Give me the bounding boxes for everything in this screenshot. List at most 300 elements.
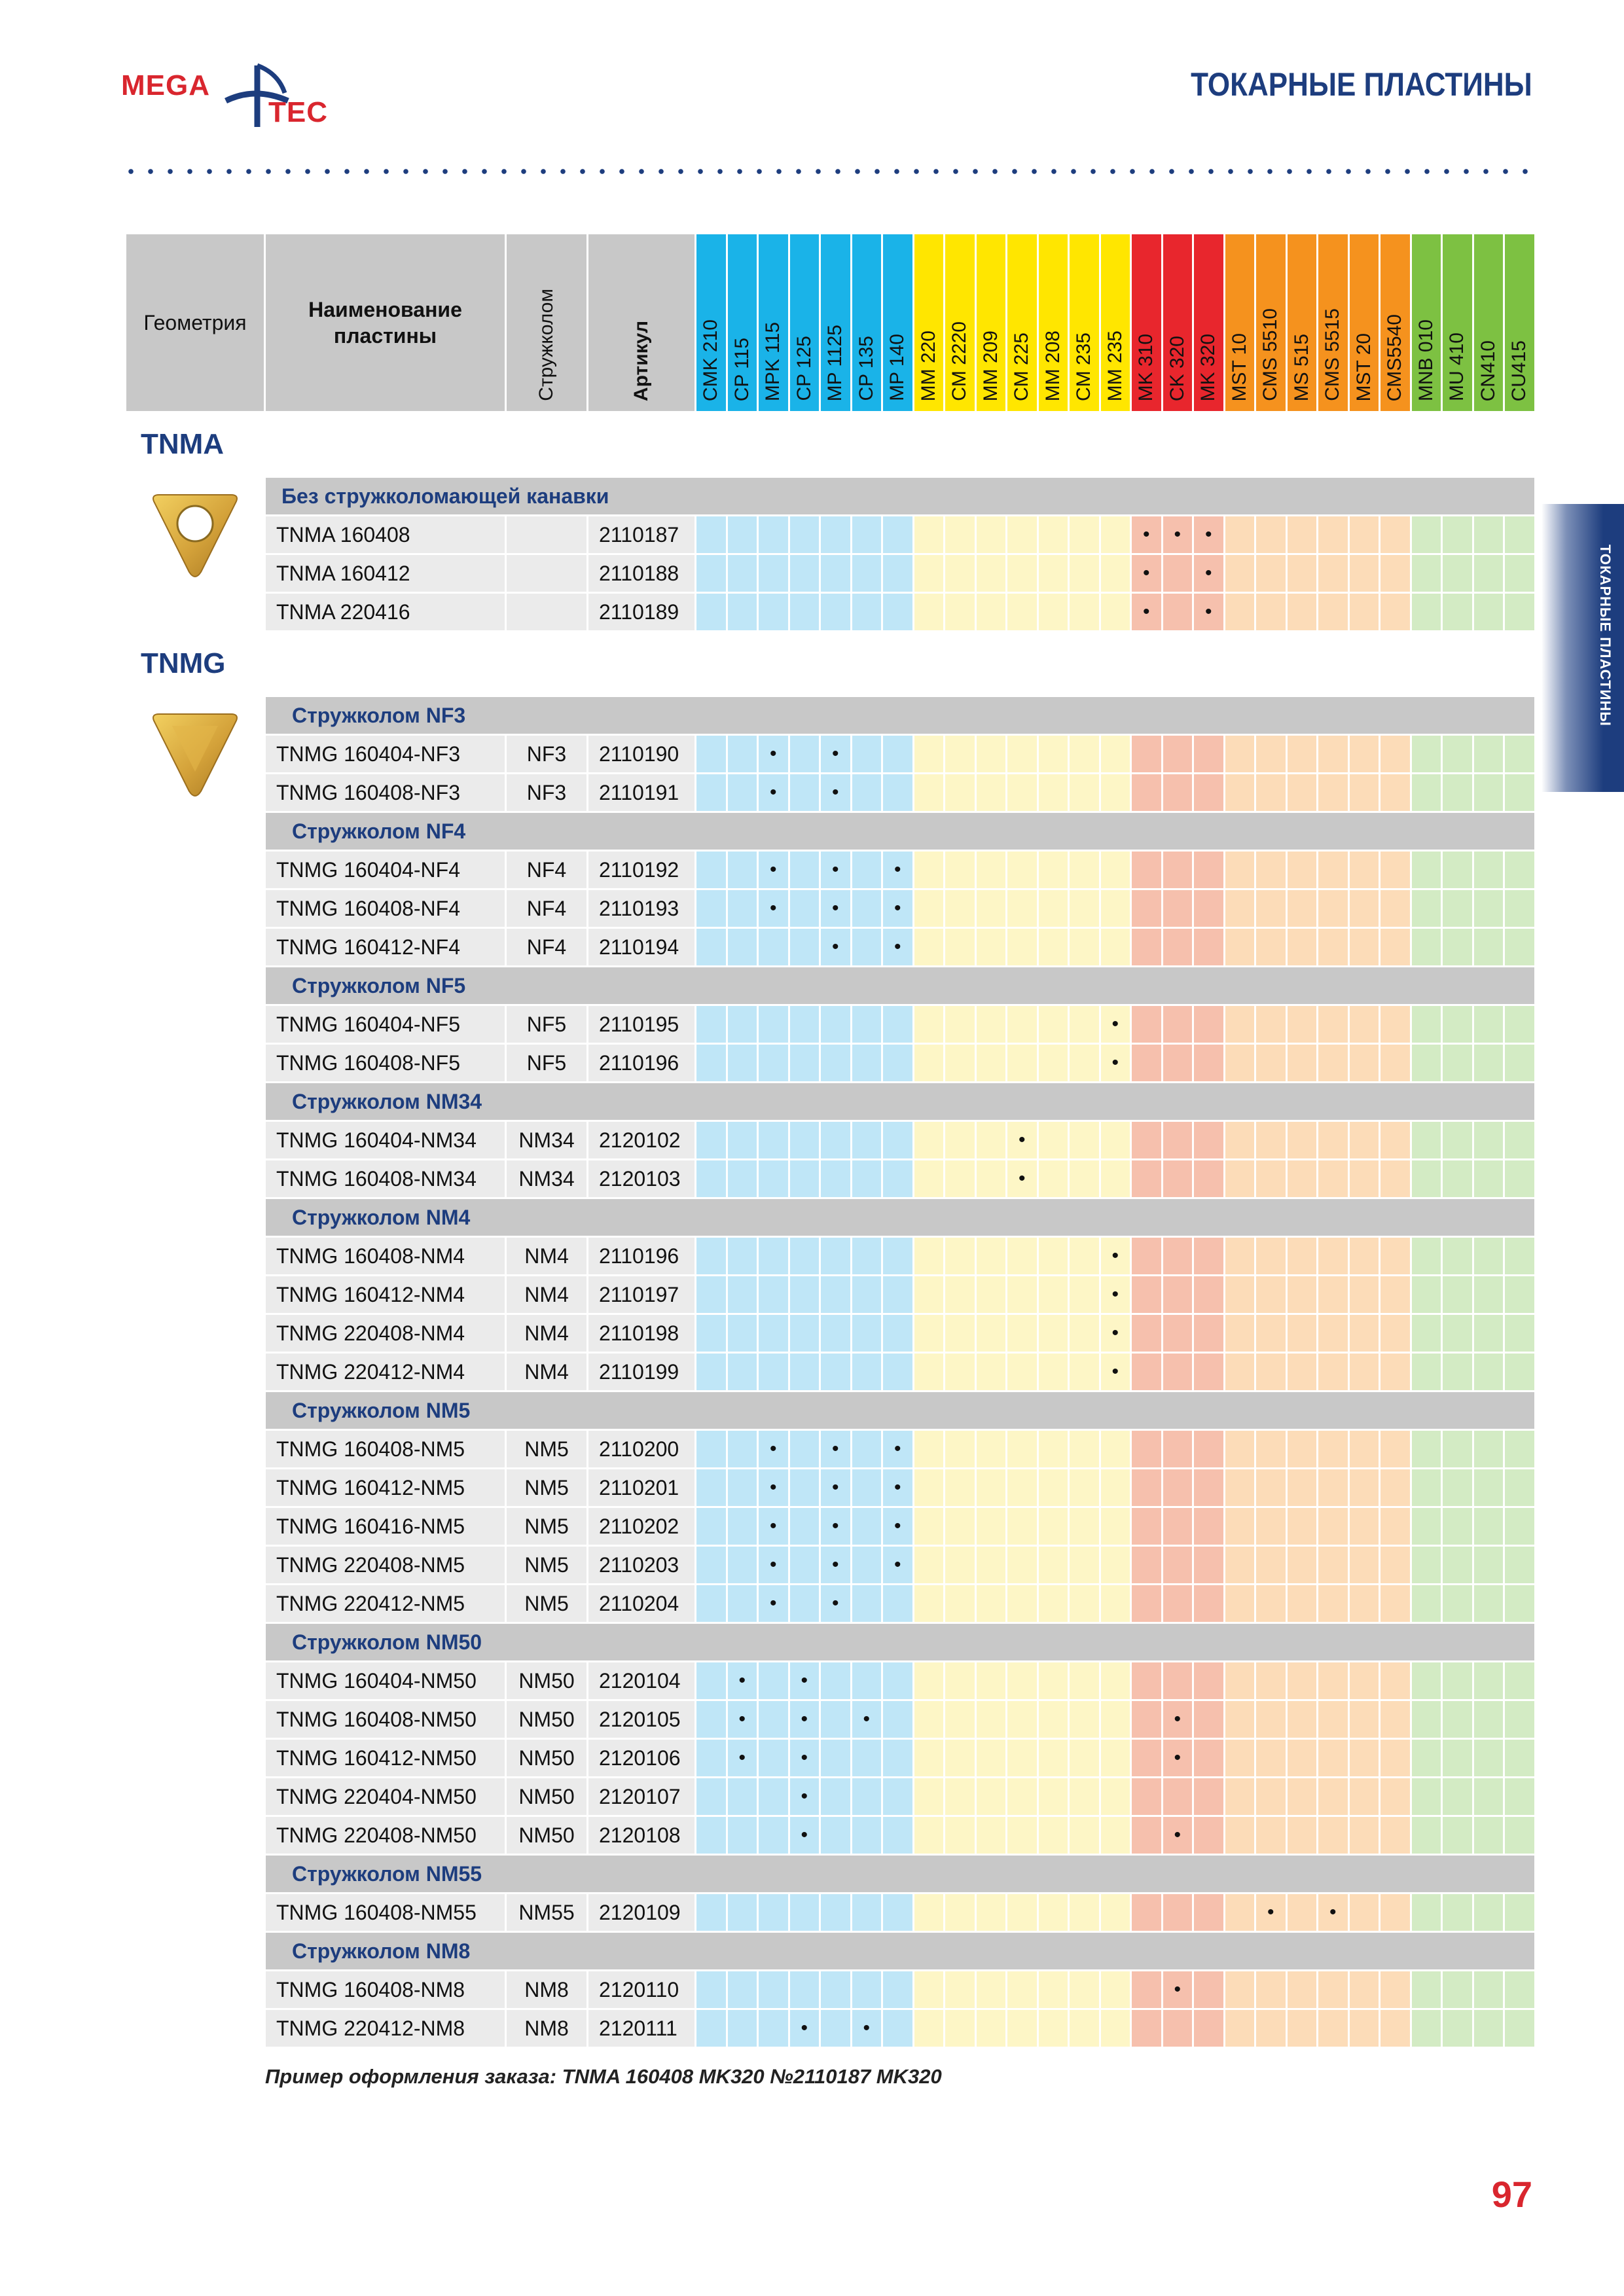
grade-availability-cell xyxy=(1443,1276,1472,1313)
grade-availability-cell xyxy=(1505,852,1534,888)
chipbreaker-cell: NM50 xyxy=(507,1701,586,1738)
grade-availability-cell xyxy=(977,1354,1006,1390)
grade-availability-cell xyxy=(1443,594,1472,630)
grade-availability-cell xyxy=(1412,1508,1441,1545)
grade-availability-cell xyxy=(1039,774,1068,811)
header-grade xyxy=(821,234,850,411)
grade-availability-cell xyxy=(1007,1238,1037,1274)
grade-availability-cell xyxy=(1225,890,1255,927)
availability-dot: • xyxy=(831,1554,839,1575)
chipbreaker-group-row xyxy=(126,1856,1534,1892)
grade-availability-cell xyxy=(728,1315,757,1352)
table-row[interactable] xyxy=(126,2010,1534,2047)
grade-availability-cell xyxy=(696,1894,726,1931)
grade-availability-cell xyxy=(1505,1160,1534,1197)
availability-dot: • xyxy=(893,1438,901,1460)
grade-availability-cell xyxy=(1070,1778,1099,1815)
grade-availability-cell xyxy=(1474,774,1504,811)
grade-availability-cell xyxy=(1505,1315,1534,1352)
insert-name: TNMG 160412-NM50 xyxy=(266,1740,505,1776)
grade-availability-cell xyxy=(1380,852,1410,888)
grade-availability-cell xyxy=(1101,1662,1130,1699)
insert-name: TNMG 220408-NM50 xyxy=(266,1817,505,1854)
grade-availability-cell xyxy=(1225,1547,1255,1583)
grade-label: MM 235 xyxy=(1104,330,1126,401)
grade-availability-cell xyxy=(759,1160,788,1197)
grade-availability-cell xyxy=(1505,1122,1534,1158)
table-row[interactable] xyxy=(126,890,1534,927)
grade-availability-cell xyxy=(977,2010,1006,2047)
grade-availability-cell xyxy=(1288,1122,1317,1158)
grade-availability-cell xyxy=(1163,1508,1193,1545)
grade-availability-cell xyxy=(1380,1122,1410,1158)
grade-availability-cell xyxy=(696,1740,726,1776)
grade-availability-cell xyxy=(1380,1778,1410,1815)
grade-availability-cell xyxy=(1007,1006,1037,1043)
grade-availability-cell xyxy=(821,1006,850,1043)
grade-label: CM 235 xyxy=(1073,332,1095,401)
grade-availability-cell xyxy=(883,1238,912,1274)
grade-availability-cell xyxy=(1256,1431,1286,1467)
grade-availability-cell xyxy=(728,2010,757,2047)
grade-availability-cell xyxy=(1039,594,1068,630)
grade-availability-cell xyxy=(1132,1894,1161,1931)
insert-name: TNMG 160416-NM5 xyxy=(266,1508,505,1545)
availability-dot: • xyxy=(831,781,839,803)
grade-availability-cell xyxy=(696,1547,726,1583)
header-grade xyxy=(1443,234,1472,411)
chipbreaker-cell: NM5 xyxy=(507,1431,586,1467)
grade-availability-cell xyxy=(1380,1508,1410,1545)
header-grade xyxy=(977,234,1006,411)
grade-availability-cell xyxy=(1256,1160,1286,1197)
grade-availability-cell xyxy=(821,1778,850,1815)
grade-availability-cell xyxy=(1318,1431,1348,1467)
grade-availability-cell xyxy=(1443,1547,1472,1583)
grade-availability-cell xyxy=(945,1315,975,1352)
grade-availability-cell xyxy=(1412,1740,1441,1776)
table-row[interactable] xyxy=(126,1585,1534,1622)
grade-availability-cell xyxy=(1256,1547,1286,1583)
table-row[interactable] xyxy=(126,1662,1534,1699)
insert-name: TNMG 160408-NM50 xyxy=(266,1701,505,1738)
grade-availability-cell xyxy=(1194,1701,1223,1738)
grade-availability-cell xyxy=(977,555,1006,592)
grade-availability-cell xyxy=(1443,1701,1472,1738)
chipbreaker-group-title: Стружколом NM50 xyxy=(266,1624,1534,1660)
table-row[interactable] xyxy=(126,1006,1534,1043)
header-grade xyxy=(1380,234,1410,411)
grade-availability-cell xyxy=(1318,1778,1348,1815)
grade-availability-cell xyxy=(1039,1160,1068,1197)
grade-availability-cell xyxy=(1070,1971,1099,2008)
grade-availability-cell xyxy=(945,736,975,772)
grade-availability-cell xyxy=(1288,890,1317,927)
grade-availability-cell xyxy=(852,1160,882,1197)
grade-availability-cell xyxy=(883,2010,912,2047)
grade-availability-cell xyxy=(1350,1547,1379,1583)
table-row[interactable] xyxy=(126,1354,1534,1390)
grade-availability-cell xyxy=(1163,1122,1193,1158)
grade-availability-cell xyxy=(1505,929,1534,965)
grade-availability-cell xyxy=(1194,929,1223,965)
availability-dot: • xyxy=(1111,1322,1119,1344)
grade-availability-cell xyxy=(1132,1122,1161,1158)
grade-availability-cell xyxy=(790,1585,820,1622)
grade-availability-cell xyxy=(1256,1469,1286,1506)
grade-availability-cell xyxy=(821,555,850,592)
article-cell: 2110191 xyxy=(588,774,695,811)
grade-availability-cell xyxy=(1070,1122,1099,1158)
availability-dot: • xyxy=(769,1554,777,1575)
grade-availability-cell xyxy=(914,736,944,772)
article-cell: 2110197 xyxy=(588,1276,695,1313)
grade-availability-cell xyxy=(1505,1508,1534,1545)
grade-label: MK 310 xyxy=(1135,333,1157,401)
grade-availability-cell xyxy=(1380,1894,1410,1931)
grade-availability-cell xyxy=(1505,1431,1534,1467)
grade-availability-cell xyxy=(1288,2010,1317,2047)
availability-dot: • xyxy=(831,859,839,880)
grade-availability-cell xyxy=(1412,1122,1441,1158)
table-row[interactable] xyxy=(126,1122,1534,1158)
grade-availability-cell xyxy=(1350,1508,1379,1545)
grade-availability-cell xyxy=(728,1354,757,1390)
chipbreaker-cell: NM5 xyxy=(507,1585,586,1622)
grade-availability-cell xyxy=(1194,1662,1223,1699)
header-chipbreaker xyxy=(507,234,586,411)
grade-availability-cell xyxy=(790,1006,820,1043)
grade-availability-cell xyxy=(790,1354,820,1390)
insert-name: TNMA 160412 xyxy=(266,555,505,592)
grade-label: CM 225 xyxy=(1011,332,1033,401)
grade-availability-cell xyxy=(977,1469,1006,1506)
grade-availability-cell xyxy=(914,2010,944,2047)
grade-availability-cell xyxy=(1256,1508,1286,1545)
grade-availability-cell xyxy=(1412,1469,1441,1506)
grade-availability-cell xyxy=(1225,1585,1255,1622)
grade-availability-cell xyxy=(1443,890,1472,927)
grade-availability-cell xyxy=(1070,1354,1099,1390)
grade-availability-cell xyxy=(1380,1276,1410,1313)
grade-availability-cell xyxy=(696,1160,726,1197)
table-row[interactable] xyxy=(126,1431,1534,1467)
grade-availability-cell xyxy=(977,1971,1006,2008)
grade-availability-cell xyxy=(977,1122,1006,1158)
grade-availability-cell xyxy=(1380,736,1410,772)
header-grade xyxy=(696,234,726,411)
grade-availability-cell xyxy=(1505,1971,1534,2008)
availability-dot: • xyxy=(831,743,839,764)
grade-availability-cell xyxy=(1194,1122,1223,1158)
table-row[interactable] xyxy=(126,594,1534,630)
grade-availability-cell xyxy=(1318,1238,1348,1274)
grade-availability-cell xyxy=(1505,1662,1534,1699)
table-row[interactable] xyxy=(126,1469,1534,1506)
grade-availability-cell xyxy=(1380,1469,1410,1506)
inserts-table xyxy=(124,232,1536,2049)
grade-availability-cell xyxy=(1505,1045,1534,1081)
grade-availability-cell xyxy=(1132,2010,1161,2047)
grade-availability-cell xyxy=(1288,774,1317,811)
table-row[interactable] xyxy=(126,1701,1534,1738)
grade-availability-cell xyxy=(821,2010,850,2047)
grade-availability-cell xyxy=(790,2010,820,2047)
table-row[interactable] xyxy=(126,1894,1534,1931)
grade-availability-cell xyxy=(1039,1508,1068,1545)
header-grade xyxy=(1132,234,1161,411)
grade-availability-cell xyxy=(852,1547,882,1583)
grade-availability-cell xyxy=(1380,1431,1410,1467)
grade-availability-cell xyxy=(1380,1045,1410,1081)
grade-availability-cell xyxy=(1070,1469,1099,1506)
article-cell: 2110194 xyxy=(588,929,695,965)
grade-label: MM 208 xyxy=(1041,330,1064,401)
grade-availability-cell xyxy=(1070,1508,1099,1545)
grade-availability-cell xyxy=(1039,1238,1068,1274)
grade-availability-cell xyxy=(1474,1276,1504,1313)
grade-label: MS 515 xyxy=(1290,333,1312,401)
grade-availability-cell xyxy=(1007,594,1037,630)
grade-availability-cell xyxy=(728,1045,757,1081)
grade-availability-cell xyxy=(1101,1971,1130,2008)
grade-availability-cell xyxy=(1163,736,1193,772)
grade-availability-cell xyxy=(1194,1045,1223,1081)
grade-availability-cell xyxy=(821,929,850,965)
grade-label: CM 2220 xyxy=(948,321,971,401)
grade-availability-cell xyxy=(1288,929,1317,965)
grade-availability-cell xyxy=(1412,1585,1441,1622)
grade-availability-cell xyxy=(1225,1971,1255,2008)
grade-availability-cell xyxy=(883,1894,912,1931)
insert-name: TNMG 160408-NF5 xyxy=(266,1045,505,1081)
grade-availability-cell xyxy=(1256,1585,1286,1622)
grade-availability-cell xyxy=(1256,1122,1286,1158)
grade-availability-cell xyxy=(1132,1585,1161,1622)
availability-dot: • xyxy=(801,1747,808,1768)
grade-availability-cell xyxy=(1474,1740,1504,1776)
side-section-tab[interactable] xyxy=(1542,504,1624,792)
grade-availability-cell xyxy=(1505,1547,1534,1583)
grade-availability-cell xyxy=(759,1971,788,2008)
grade-availability-cell xyxy=(1101,736,1130,772)
table-row[interactable] xyxy=(126,1276,1534,1313)
grade-availability-cell xyxy=(1474,1662,1504,1699)
grade-availability-cell xyxy=(977,1315,1006,1352)
grade-availability-cell xyxy=(945,1431,975,1467)
grade-availability-cell xyxy=(1225,774,1255,811)
grade-availability-cell xyxy=(1288,1469,1317,1506)
grade-availability-cell xyxy=(728,890,757,927)
grade-availability-cell xyxy=(1101,890,1130,927)
grade-availability-cell xyxy=(1412,1431,1441,1467)
grade-availability-cell xyxy=(914,1238,944,1274)
table-row[interactable] xyxy=(126,1740,1534,1776)
grade-availability-cell xyxy=(728,1740,757,1776)
grade-availability-cell xyxy=(1070,2010,1099,2047)
table-row[interactable] xyxy=(126,736,1534,772)
grade-availability-cell xyxy=(1443,1508,1472,1545)
availability-dot: • xyxy=(1111,1245,1119,1266)
availability-dot: • xyxy=(769,859,777,880)
chipbreaker-cell: NM50 xyxy=(507,1778,586,1815)
table-row[interactable] xyxy=(126,1238,1534,1274)
availability-dot: • xyxy=(831,936,839,958)
grade-availability-cell xyxy=(1132,1662,1161,1699)
grade-availability-cell xyxy=(1350,1431,1379,1467)
grade-availability-cell xyxy=(852,1122,882,1158)
grade-availability-cell xyxy=(914,852,944,888)
table-row[interactable] xyxy=(126,774,1534,811)
grade-availability-cell xyxy=(1194,1817,1223,1854)
article-cell: 2110192 xyxy=(588,852,695,888)
grade-availability-cell xyxy=(1007,1547,1037,1583)
grade-availability-cell xyxy=(1132,1315,1161,1352)
grade-availability-cell xyxy=(1256,852,1286,888)
insert-name: TNMG 160412-NF4 xyxy=(266,929,505,965)
grade-availability-cell xyxy=(1474,1508,1504,1545)
grade-availability-cell xyxy=(1474,1547,1504,1583)
grade-availability-cell xyxy=(1070,1045,1099,1081)
grade-availability-cell xyxy=(1474,1817,1504,1854)
grade-availability-cell xyxy=(696,1276,726,1313)
grade-availability-cell xyxy=(914,1585,944,1622)
grade-availability-cell xyxy=(1101,1701,1130,1738)
grade-availability-cell xyxy=(1101,1315,1130,1352)
header-grade xyxy=(914,234,944,411)
insert-name: TNMG 220412-NM4 xyxy=(266,1354,505,1390)
chipbreaker-cell: NF5 xyxy=(507,1006,586,1043)
grade-availability-cell xyxy=(977,1817,1006,1854)
header-grade xyxy=(1318,234,1348,411)
chipbreaker-group-row xyxy=(126,1624,1534,1660)
grade-availability-cell xyxy=(1505,1585,1534,1622)
insert-name: TNMG 160408-NF3 xyxy=(266,774,505,811)
grade-availability-cell xyxy=(883,1122,912,1158)
grade-availability-cell xyxy=(1350,1006,1379,1043)
availability-dot: • xyxy=(1111,1052,1119,1073)
grade-availability-cell xyxy=(821,1122,850,1158)
grade-availability-cell xyxy=(1101,594,1130,630)
grade-availability-cell xyxy=(1412,2010,1441,2047)
table-row[interactable] xyxy=(126,1315,1534,1352)
grade-availability-cell xyxy=(852,1662,882,1699)
geometry-image xyxy=(126,478,264,630)
grade-availability-cell xyxy=(1318,1701,1348,1738)
grade-availability-cell xyxy=(1412,1662,1441,1699)
header-grade xyxy=(1288,234,1317,411)
grade-availability-cell xyxy=(696,1122,726,1158)
grade-availability-cell xyxy=(1380,1354,1410,1390)
availability-dot: • xyxy=(769,897,777,919)
grade-label: MM 220 xyxy=(917,330,939,401)
grade-availability-cell xyxy=(1288,1585,1317,1622)
table-row[interactable] xyxy=(126,1817,1534,1854)
grade-availability-cell xyxy=(1225,555,1255,592)
table-row[interactable] xyxy=(126,929,1534,965)
insert-name: TNMG 220404-NM50 xyxy=(266,1778,505,1815)
grade-availability-cell xyxy=(1039,1817,1068,1854)
grade-availability-cell xyxy=(1163,1354,1193,1390)
grade-availability-cell xyxy=(1132,1238,1161,1274)
grade-availability-cell xyxy=(1350,1160,1379,1197)
grade-availability-cell xyxy=(728,1431,757,1467)
chipbreaker-group-row xyxy=(126,1933,1534,1969)
grade-availability-cell xyxy=(1194,1006,1223,1043)
article-cell: 2110193 xyxy=(588,890,695,927)
table-row[interactable] xyxy=(126,1508,1534,1545)
table-row[interactable] xyxy=(126,1045,1534,1081)
availability-dot: • xyxy=(1174,1747,1181,1768)
grade-availability-cell xyxy=(883,1778,912,1815)
grade-availability-cell xyxy=(1288,1778,1317,1815)
grade-availability-cell xyxy=(945,1817,975,1854)
table-row[interactable] xyxy=(126,852,1534,888)
grade-availability-cell xyxy=(852,1045,882,1081)
grade-availability-cell xyxy=(883,1971,912,2008)
grade-availability-cell xyxy=(1163,852,1193,888)
table-row[interactable] xyxy=(126,1778,1534,1815)
grade-availability-cell xyxy=(696,1778,726,1815)
grade-availability-cell xyxy=(1412,555,1441,592)
grade-availability-cell xyxy=(883,1045,912,1081)
grade-availability-cell xyxy=(728,1238,757,1274)
header-article-label: Артикул xyxy=(630,320,652,401)
grade-availability-cell xyxy=(883,929,912,965)
grade-availability-cell xyxy=(1474,1701,1504,1738)
grade-availability-cell xyxy=(1225,1817,1255,1854)
grade-availability-cell xyxy=(945,1045,975,1081)
grade-availability-cell xyxy=(1225,2010,1255,2047)
table-row[interactable] xyxy=(126,1971,1534,2008)
header-grade xyxy=(1256,234,1286,411)
table-row[interactable] xyxy=(126,555,1534,592)
grade-availability-cell xyxy=(914,1469,944,1506)
grade-availability-cell xyxy=(1163,1817,1193,1854)
grade-availability-cell xyxy=(945,1894,975,1931)
grade-availability-cell xyxy=(1101,852,1130,888)
availability-dot: • xyxy=(801,1670,808,1691)
insert-name: TNMG 220408-NM4 xyxy=(266,1315,505,1352)
grade-availability-cell xyxy=(1412,1547,1441,1583)
grade-availability-cell xyxy=(1194,1431,1223,1467)
grade-availability-cell xyxy=(852,1276,882,1313)
grade-availability-cell xyxy=(790,1469,820,1506)
grade-label: CN410 xyxy=(1477,340,1499,401)
grade-availability-cell xyxy=(1256,1315,1286,1352)
grade-availability-cell xyxy=(1225,1315,1255,1352)
grade-availability-cell xyxy=(696,1315,726,1352)
grade-availability-cell xyxy=(977,1585,1006,1622)
grade-availability-cell xyxy=(1163,1431,1193,1467)
table-row[interactable] xyxy=(126,516,1534,553)
grade-availability-cell xyxy=(1318,1354,1348,1390)
grade-availability-cell xyxy=(914,1778,944,1815)
grade-availability-cell xyxy=(883,890,912,927)
grade-availability-cell xyxy=(790,594,820,630)
grade-availability-cell xyxy=(1101,1469,1130,1506)
grade-availability-cell xyxy=(1412,594,1441,630)
grade-availability-cell xyxy=(759,890,788,927)
grade-availability-cell xyxy=(977,1006,1006,1043)
table-row[interactable] xyxy=(126,1547,1534,1583)
grade-availability-cell xyxy=(1039,1354,1068,1390)
grade-availability-cell xyxy=(1007,1971,1037,2008)
table-row[interactable] xyxy=(126,1160,1534,1197)
article-cell: 2110199 xyxy=(588,1354,695,1390)
grade-label: CP 115 xyxy=(731,337,753,401)
grade-availability-cell xyxy=(790,929,820,965)
